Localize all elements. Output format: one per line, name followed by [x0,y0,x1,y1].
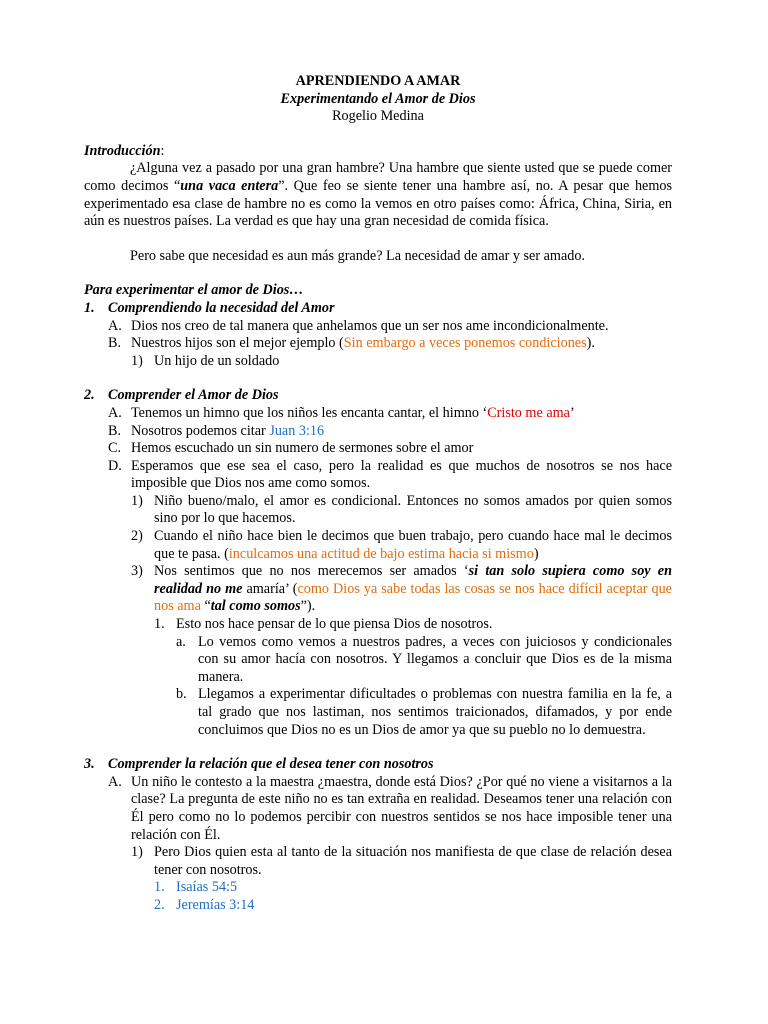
section-2-item-d3-1a: a. Lo vemos como vemos a nuestros padres, a veces con juiciosos y condicionales con su amor hacía con nosotros. Y llegamos a concluir que Dios es de la misma manera. [176,633,672,685]
intro-heading: Introducción [84,142,161,159]
section-2-heading: 2. Comprender el Amor de Dios [84,387,279,404]
section-3-item-a1: 1) Pero Dios quien esta al tanto de la situación nos manifiesta de que clase de relación desea tener con nosotros. [131,844,672,878]
section-2-item-d: D. Esperamos que ese sea el caso, pero la realidad es que muchos de nosotros se nos hace imposible que Dios nos ame como somos. [108,457,672,492]
section-2-item-d3-1b: b. Llegamos a experimentar dificultades o problemas con nuestra familia en la fe, a tal grado que nos lastiman, nos sentimos traicionados, difamados, y por ende concluimos que Dios no es un Dios de amor ya que su pueblo no lo demuestra. [176,686,672,738]
section-1-item-b: B. Nuestros hijos son el mejor ejemplo (Sin embargo a veces ponemos condiciones). [108,335,595,352]
scripture-reference: Juan 3:16 [269,422,325,439]
section-2-item-c: C. Hemos escuchado un sin numero de sermones sobre el amor [108,440,474,457]
section-2-item-a: A. Tenemos un himno que los niños les encanta cantar, el himno ‘Cristo me ama’ [108,404,575,421]
section-3-reference-2: 2. Jeremías 3:14 [154,896,255,913]
intro-heading-line: Introducción: [84,142,165,159]
document-subtitle: Experimentando el Amor de Dios [280,90,476,107]
document-page [84,73,672,915]
intro-emphasis: una vaca entera [180,177,279,194]
section-2-item-d1: 1) Niño bueno/malo, el amor es condicional. Entonces no somos amados por quien somos sino por lo que hacemos. [131,492,672,527]
section-intro-heading: Para experimentar el amor de Dios… [84,282,304,299]
intro-paragraph-1: ¿Alguna vez a pasado por una gran hambre? Una hambre que siente usted que se puede comer como decimos “una vaca entera”. Que feo se siente tener una hambre así, no. A pesar que hemos experimentado esa clase de hambre no es como la vemos en otro países como: África, China, Siria, en aún es nuestros países. La verdad es que hay una gran necesidad de comida física. [84,160,672,230]
section-2-item-b: B. Nosotros podemos citar Juan 3:16 [108,422,325,439]
section-3-reference-1: 1. Isaías 54:5 [154,879,238,896]
section-3-heading: 3. Comprender la relación que el desea tener con nosotros [84,756,434,773]
section-1-item-b1: 1) Un hijo de un soldado [131,352,280,369]
section-2-item-d2: 2) Cuando el niño hace bien le decimos que buen trabajo, pero cuando hace mal le decimos que te pasa. (inculcamos una actitud de bajo estima hacia si mismo) [131,528,672,562]
document-author: Rogelio Medina [332,108,424,125]
section-2-item-d3-1: 1. Esto nos hace pensar de lo que piensa Dios de nosotros. [154,616,493,633]
section-3-item-a: A. Un niño le contesto a la maestra ¿maestra, donde está Dios? ¿Por qué no viene a visitarnos a la clase? La pregunta de este niño no es tan extraña en realidad. Deseamos tener una relación con Él pero como no lo podemos percibir con nuestros sentidos se nos hace imposible tener una relación con Él. [108,773,672,843]
section-1-item-a: A. Dios nos creo de tal manera que anhelamos que un ser nos ame incondicionalmente. [108,317,609,334]
intro-paragraph-2: Pero sabe que necesidad es aun más grande? La necesidad de amar y ser amado. [130,247,585,264]
section-2-item-d3: 3) Nos sentimos que no nos merecemos ser amados ‘si tan solo supiera como soy en realidad no me amaría’ (como Dios ya sabe todas las cosas se nos hace difícil aceptar que nos ama “tal como somos”). [131,563,672,615]
section-1-heading: 1. Comprendiendo la necesidad del Amor [84,299,335,316]
document-title: APRENDIENDO A AMAR [295,73,461,89]
